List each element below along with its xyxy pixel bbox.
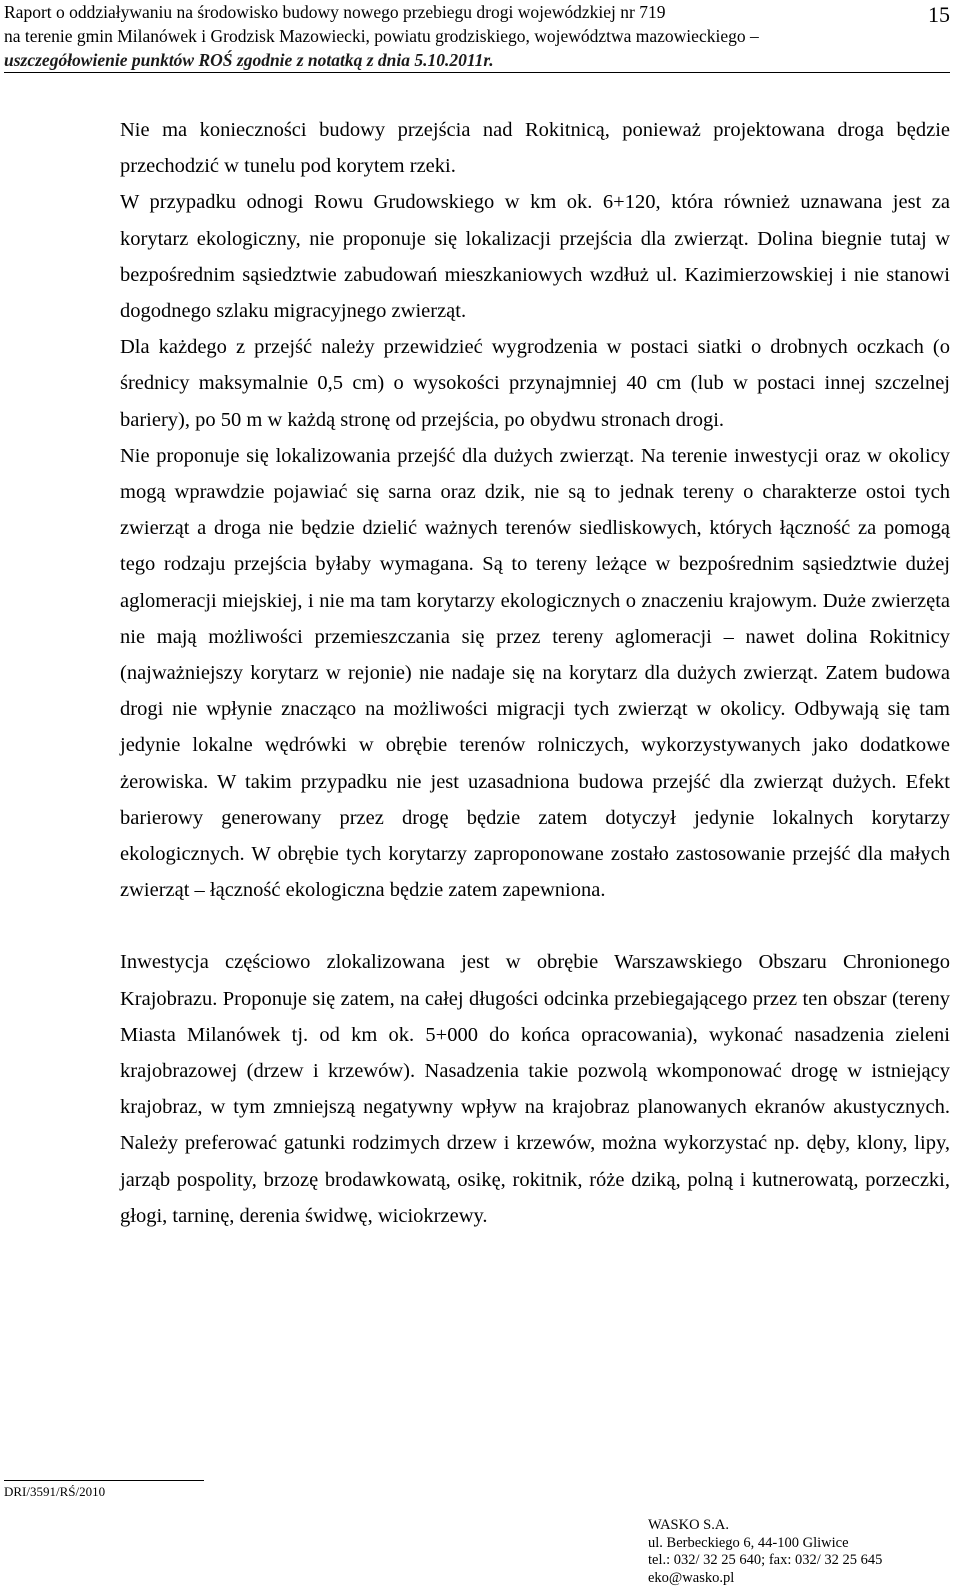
header-line-2: na terenie gmin Milanówek i Grodzisk Mazowiecki, powiatu grodziskiego, województwa mazowieckiego – xyxy=(4,24,954,48)
footer-rule xyxy=(4,1480,204,1481)
paragraph: Inwestycja częściowo zlokalizowana jest w obrębie Warszawskiego Obszaru Chronionego Krajobrazu. Proponuje się zatem, na całej długości odcinka przebiegającego przez ten obszar (tereny Miasta Milanówek tj. od km ok. 5+000 do końca opracowania), wykonać nasadzenia zieleni krajobrazowej (drzew i krzewów). Nasadzenia takie pozwolą wkomponować drogę w istniejący krajobraz, w tym zmniejszą negatywny wpływ na krajobraz planowanych ekranów akustycznych. Należy preferować gatunki rodzimych drzew i krzewów, można wykorzystać np. dęby, klony, lipy, jarząb pospolity, brzozę brodawkowatą, osikę, rokitnik, róże dziką, polną i kutnerowatą, porzeczki, głogi, tarninę, derenia świdwę, wiciokrzewy. xyxy=(120,944,950,1234)
header-rule xyxy=(4,72,950,73)
document-code: DRI/3591/RŚ/2010 xyxy=(4,1484,105,1500)
document-body xyxy=(120,112,950,1234)
running-header xyxy=(4,0,954,72)
paragraph: Nie proponuje się lokalizowania przejść dla dużych zwierząt. Na terenie inwestycji oraz w okolicy mogą wprawdzie pojawiać się sarna oraz dzik, nie są to jednak tereny o charakterze ostoi tych zwierząt a droga nie będzie dzielić ważnych terenów siedliskowych, których łączność za pomogą tego rodzaju przejścia byłaby wymagana. Są to tereny leżące w bezpośrednim sąsiedztwie dużej aglomeracji miejskiej, i nie ma tam korytarzy ekologicznych o znaczeniu krajowym. Duże zwierzęta nie mają możliwości przemieszczania się przez tereny aglomeracji – nawet dolina Rokitnicy (najważniejszy korytarz w rejonie) nie nadaje się na korytarz dla dużych zwierząt. Zatem budowa drogi nie wpłynie znacząco na możliwości migracji tych zwierząt w okolicy. Odbywają się tam jedynie lokalne wędrówki w obrębie terenów rolniczych, wykorzystywanych jako dodatkowe żerowiska. W takim przypadku nie jest uzasadniona budowa przejść dla zwierząt dużych. Efekt barierowy generowany przez drogę będzie zatem dotyczył jedynie lokalnych korytarzy ekologicznych. W obrębie tych korytarzy zaproponowane zostało zastosowanie przejść dla małych zwierząt – łączność ekologiczna będzie zatem zapewniona. xyxy=(120,438,950,909)
header-line-3: uszczegółowienie punktów ROŚ zgodnie z notatką z dnia 5.10.2011r. xyxy=(4,48,954,72)
company-info xyxy=(648,1517,882,1587)
page-number: 15 xyxy=(928,2,950,28)
paragraph: W przypadku odnogi Rowu Grudowskiego w km ok. 6+120, która również uznawana jest za korytarz ekologiczny, nie proponuje się lokalizacji przejścia dla zwierząt. Dolina biegnie tutaj w bezpośrednim sąsiedztwie zabudowań mieszkaniowych wzdłuż ul. Kazimierzowskiej i nie stanowi dogodnego szlaku migracyjnego zwierząt. xyxy=(120,184,950,329)
paragraph: Nie ma konieczności budowy przejścia nad Rokitnicą, ponieważ projektowana droga będzie przechodzić w tunelu pod korytem rzeki. xyxy=(120,112,950,184)
company-address: ul. Berbeckiego 6, 44-100 Gliwice xyxy=(648,1535,882,1553)
company-email: eko@wasko.pl xyxy=(648,1570,882,1587)
company-name: WASKO S.A. xyxy=(648,1517,882,1535)
header-line-1: Raport o oddziaływaniu na środowisko budowy nowego przebiegu drogi wojewódzkiej nr 719 xyxy=(4,0,954,24)
company-phone: tel.: 032/ 32 25 640; fax: 032/ 32 25 645 xyxy=(648,1552,882,1570)
paragraph: Dla każdego z przejść należy przewidzieć wygrodzenia w postaci siatki o drobnych oczkach (o średnicy maksymalnie 0,5 cm) o wysokości przynajmniej 40 cm (lub w postaci innej szczelnej bariery), po 50 m w każdą stronę od przejścia, po obydwu stronach drogi. xyxy=(120,329,950,438)
